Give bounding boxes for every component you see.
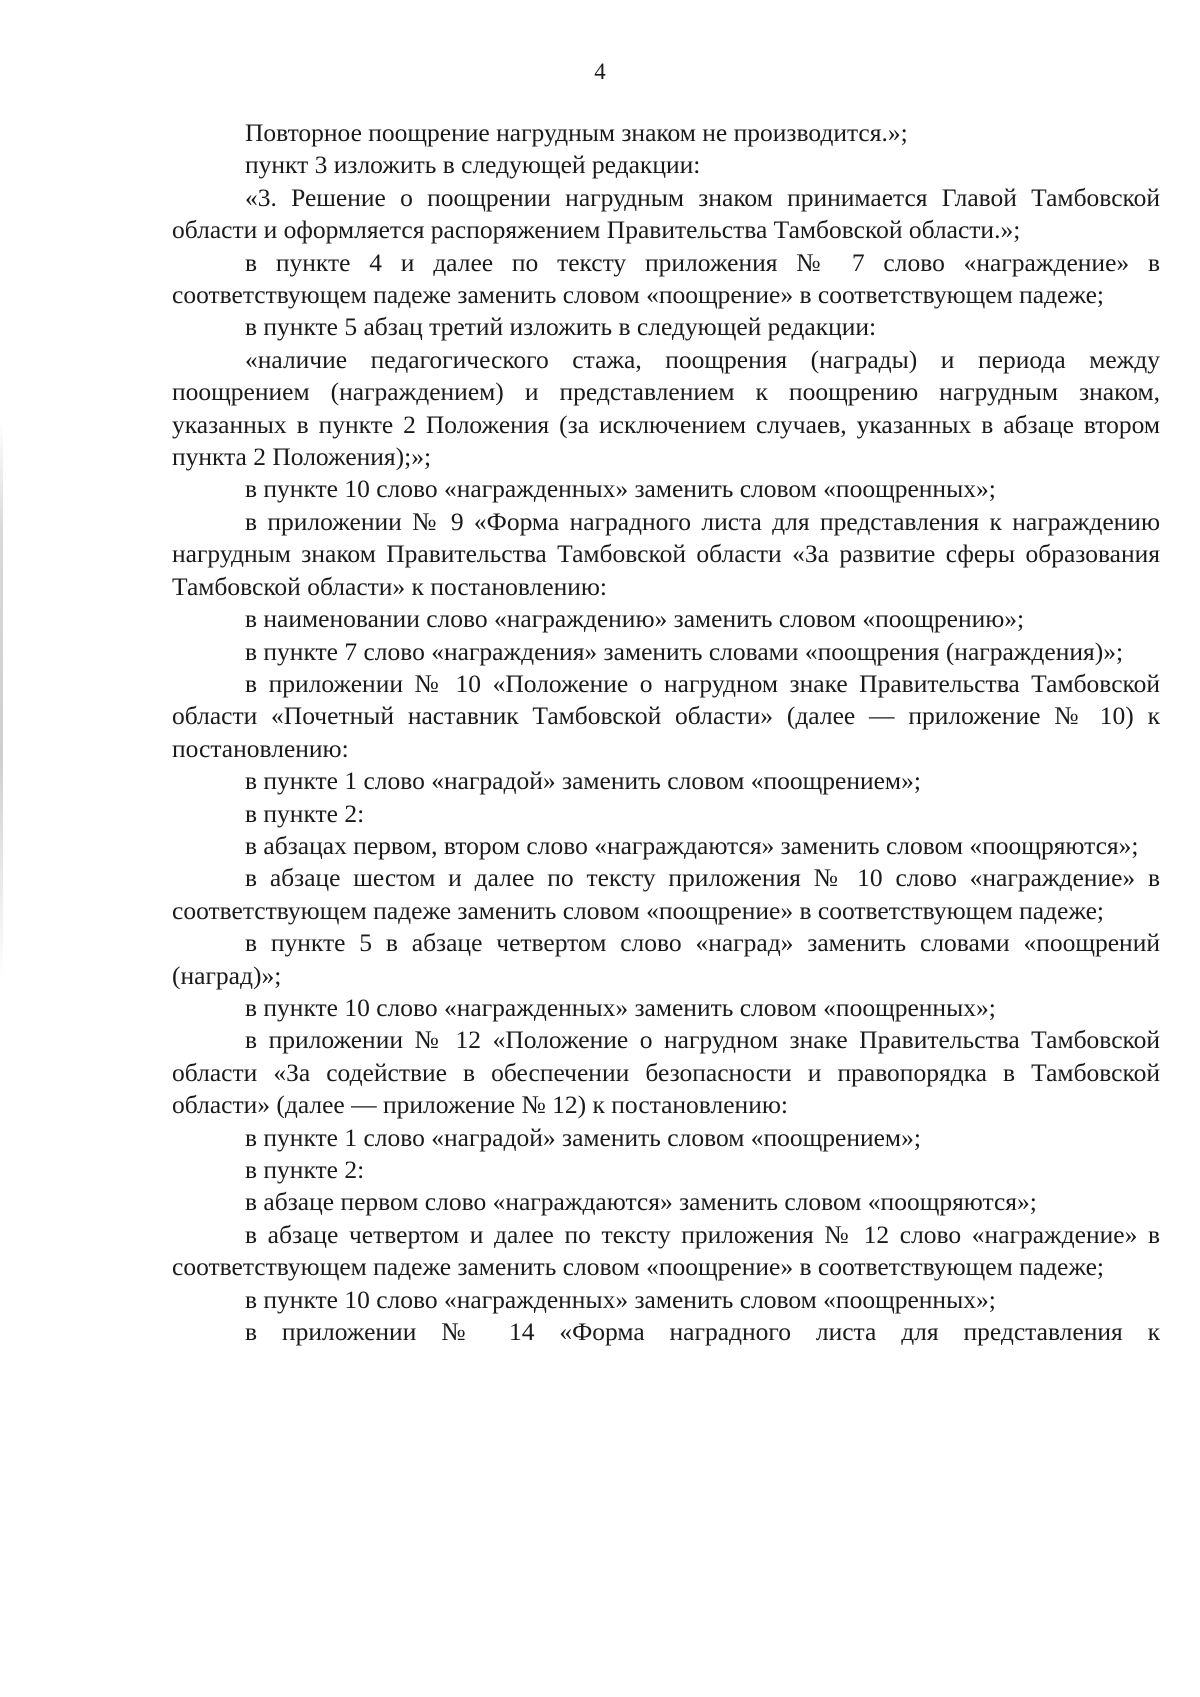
paragraph: в пункте 2: <box>245 798 365 828</box>
paragraph: в пункте 1 слово «наградой» заменить словом «поощрением»; <box>245 766 921 796</box>
paragraph: в пункте 7 слово «награждения» заменить словами «поощрения (награждения)»; <box>245 636 1124 666</box>
paragraph: в приложении № 10 «Положение о нагрудном знаке Правительства Тамбовской области «Почетный наставник Тамбовской области» (далее — приложение № 10) к постановлению: <box>172 668 1160 763</box>
paragraph: Повторное поощрение нагрудным знаком не производится.»; <box>245 118 908 147</box>
paragraph: в наименовании слово «награждению» заменить словом «поощрению»; <box>245 604 1025 634</box>
paragraph-continued: в приложении № 14 «Форма наградного листа для представления к <box>245 1317 1160 1347</box>
paragraph: в приложении № 9 «Форма наградного листа для представления к награждению нагрудным знаком Правительства Тамбовской области «За развитие сферы образования Тамбовской области» к постановлению: <box>172 506 1160 601</box>
paragraph: в пункте 4 и далее по тексту приложения № 7 слово «награждение» в соответствующем падеже заменить словом «поощрение» в соответствующем падеже; <box>172 247 1160 310</box>
paragraph: в пункте 10 слово «награжденных» заменить словом «поощренных»; <box>245 1284 996 1314</box>
paragraph: в пункте 2: <box>245 1155 365 1184</box>
page-number: 4 <box>594 59 606 84</box>
paragraph: в пункте 1 слово «наградой» заменить словом «поощрением»; <box>245 1122 921 1152</box>
paragraph: в пункте 5 в абзаце четвертом слово «наград» заменить словами «поощрений (наград)»; <box>172 928 1160 990</box>
paragraph: в абзаце шестом и далее по тексту приложения № 10 слово «награждение» в соответствующем падеже заменить словом «поощрение» в соответствующем падеже; <box>172 863 1160 925</box>
paragraph: в пункте 5 абзац третий изложить в следующей редакции: <box>245 312 877 342</box>
paragraph: в абзаце четвертом и далее по тексту приложения № 12 слово «награждение» в соответствующем падеже заменить словом «поощрение» в соответствующем падеже; <box>172 1219 1160 1282</box>
paragraph: пункт 3 изложить в следующей редакции: <box>245 150 701 180</box>
paragraph: в приложении № 12 «Положение о нагрудном знаке Правительства Тамбовской области «За содействие в обеспечении безопасности и правопорядка в Тамбовской области» (далее — приложение № 12) к постановлению: <box>172 1025 1160 1120</box>
paragraph: «наличие педагогического стажа, поощрения (награды) и периода между поощрением (награждением) и представлением к поощрению нагрудным знаком, указанных в пункте 2 Положения (за исключением случаев, указанных в абзаце втором пункта 2 Положения);»; <box>172 344 1160 472</box>
paragraph: в пункте 10 слово «награжденных» заменить словом «поощренных»; <box>245 474 996 504</box>
paragraph: в абзаце первом слово «награждаются» заменить словом «поощряются»; <box>245 1187 1037 1217</box>
paragraph: в пункте 10 слово «награжденных» заменить словом «поощренных»; <box>245 992 996 1022</box>
document-body <box>172 117 1160 1348</box>
paragraph: в абзацах первом, втором слово «награждаются» заменить словом «поощряются»; <box>245 830 1139 860</box>
paragraph: «3. Решение о поощрении нагрудным знаком принимается Главой Тамбовской области и оформляется распоряжением Правительства Тамбовской области.»; <box>172 182 1160 245</box>
scan-edge-shadow <box>0 420 3 980</box>
